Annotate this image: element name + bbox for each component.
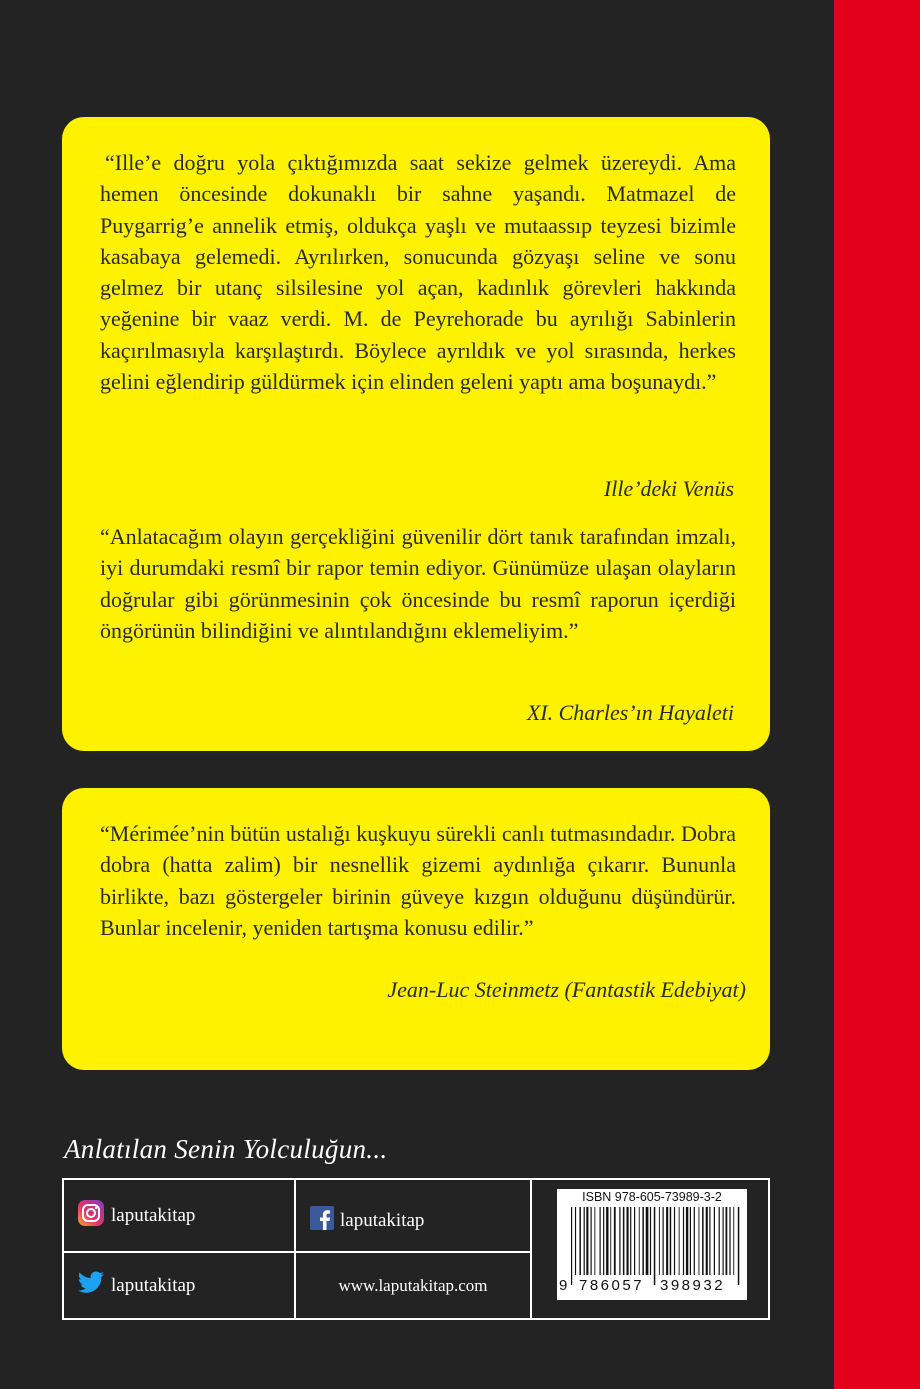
- barcode-bar: [679, 1207, 680, 1275]
- barcode-bar: [670, 1207, 672, 1275]
- barcode-bar: [619, 1207, 620, 1275]
- quote-box-top: [62, 117, 770, 751]
- barcode-bar: [663, 1207, 664, 1275]
- instagram-icon: [77, 1199, 105, 1233]
- quote-box-bottom: [62, 788, 770, 1070]
- quote-source-charles-hayaleti: XI. Charles’ın Hayaleti: [526, 700, 734, 725]
- barcode-bar: [586, 1207, 588, 1275]
- instagram-cell[interactable]: [62, 1178, 295, 1252]
- website-cell[interactable]: [295, 1252, 531, 1320]
- quote-steinmetz: “Mérimée’nin bütün ustalığı kuşkuyu sürekli canlı tutmasındadır. Dobra dobra (hatta zalim) bir nesnellik gizemi aydınlığa çıkarır. Bununla birlikte, bazı göstergeler birinin güveye kızgın olduğunu düşündürür. Bunlar incelenir, yeniden tartışma konusu edilir.”: [100, 821, 736, 940]
- barcode-bar: [610, 1207, 611, 1275]
- barcode-bar: [650, 1207, 651, 1275]
- barcode-bar: [733, 1207, 734, 1275]
- barcode-bar: [683, 1207, 684, 1275]
- barcode-bar: [606, 1207, 608, 1275]
- barcode-bar: [719, 1207, 720, 1275]
- twitter-handle[interactable]: laputakitap: [111, 1274, 196, 1296]
- isbn-digit-group-2: 398932: [660, 1277, 726, 1294]
- barcode-bar: [642, 1207, 644, 1275]
- barcode-bar: [591, 1207, 592, 1275]
- barcode-bar: [584, 1207, 585, 1275]
- barcode-bar: [738, 1207, 740, 1285]
- barcode-bar: [603, 1207, 604, 1275]
- barcode-bar: [639, 1207, 640, 1275]
- barcode-bar: [709, 1207, 710, 1275]
- barcode-bar: [575, 1207, 576, 1275]
- barcode-bar: [694, 1207, 695, 1275]
- barcode-bar: [600, 1207, 601, 1275]
- barcode-bars: [571, 1207, 743, 1285]
- barcode-bar: [646, 1207, 649, 1275]
- barcode-bar: [690, 1207, 691, 1275]
- barcode-bar: [627, 1207, 629, 1275]
- quote-source-steinmetz: Jean-Luc Steinmetz (Fantastik Edebiyat): [387, 977, 746, 1002]
- barcode-bar: [630, 1207, 631, 1275]
- barcode-bar: [666, 1207, 668, 1275]
- facebook-cell[interactable]: [295, 1178, 531, 1252]
- isbn-label: ISBN 978-605-73989-3-2: [582, 1190, 722, 1204]
- isbn-digit-group-1: 786057: [579, 1277, 645, 1294]
- red-spine-strip: [834, 0, 920, 1389]
- barcode-bar: [723, 1207, 724, 1275]
- barcode-bar: [714, 1207, 715, 1275]
- barcode-bar: [729, 1207, 730, 1275]
- quote-ille-venus: “Ille’e doğru yola çıktığımızda saat sekize gelmek üzereydi. Ama hemen öncesinde dokunaklı bir sahne yaşandı. Matmazel de Puygarrig’e annelik etmiş, oldukça yaşlı ve mutaassıp teyzesi bizimle kasabaya gelemedi. Ayrılırken, sonucunda gözyaşı seline ve sonu gelmez bir utanç silsilesine yol açan, kadınlık görevleri hakkında yeğenine bir vaaz verdi. M. de Peyrehorade bu ayrılığı Sabinlerin kaçırılmasıyla karşılaştırdı. Böylece ayrıldık ve yol sırasında, herkes gelini eğlendirip güldürmek için elinden geleni yaptı ama boşunaydı.”: [100, 150, 736, 395]
- tagline: Anlatılan Senin Yolculuğun...: [64, 1134, 388, 1164]
- isbn-digit-first: 9: [559, 1277, 568, 1294]
- barcode-bar: [702, 1207, 704, 1275]
- barcode-bar: [594, 1207, 595, 1275]
- barcode-bar: [674, 1207, 675, 1275]
- barcode-bar: [614, 1207, 616, 1275]
- barcode-bar: [686, 1207, 688, 1275]
- barcode-bar: [654, 1207, 656, 1285]
- website-link[interactable]: www.laputakitap.com: [338, 1275, 488, 1295]
- barcode-bar: [634, 1207, 635, 1275]
- barcode-bar: [623, 1207, 625, 1275]
- isbn-barcode: [557, 1189, 747, 1300]
- barcode-bar: [706, 1207, 708, 1275]
- quote-source-ille-venus: Ille’deki Venüs: [603, 476, 734, 501]
- barcode-bar: [659, 1207, 660, 1275]
- quote-charles-hayaleti: “Anlatacağım olayın gerçekliğini güvenilir dört tanık tarafından imzalı, iyi durumdaki resmî bir rapor temin ediyor. Günümüze ulaşan olayların doğrular gibi görünmesinin çok öncesinde bu resmî raporun içerdiği öngörünün bilindiğini ve alıntılandığını eklemeliyim.”: [100, 524, 736, 643]
- barcode-bar: [579, 1207, 581, 1275]
- barcode-bar: [726, 1207, 728, 1275]
- facebook-icon: [310, 1206, 334, 1236]
- instagram-handle[interactable]: laputakitap: [111, 1204, 196, 1226]
- twitter-cell[interactable]: [62, 1252, 295, 1320]
- barcode-bar: [571, 1207, 572, 1285]
- barcode-bar: [699, 1207, 700, 1275]
- facebook-handle[interactable]: laputakitap: [340, 1209, 425, 1231]
- twitter-icon: [77, 1271, 105, 1301]
